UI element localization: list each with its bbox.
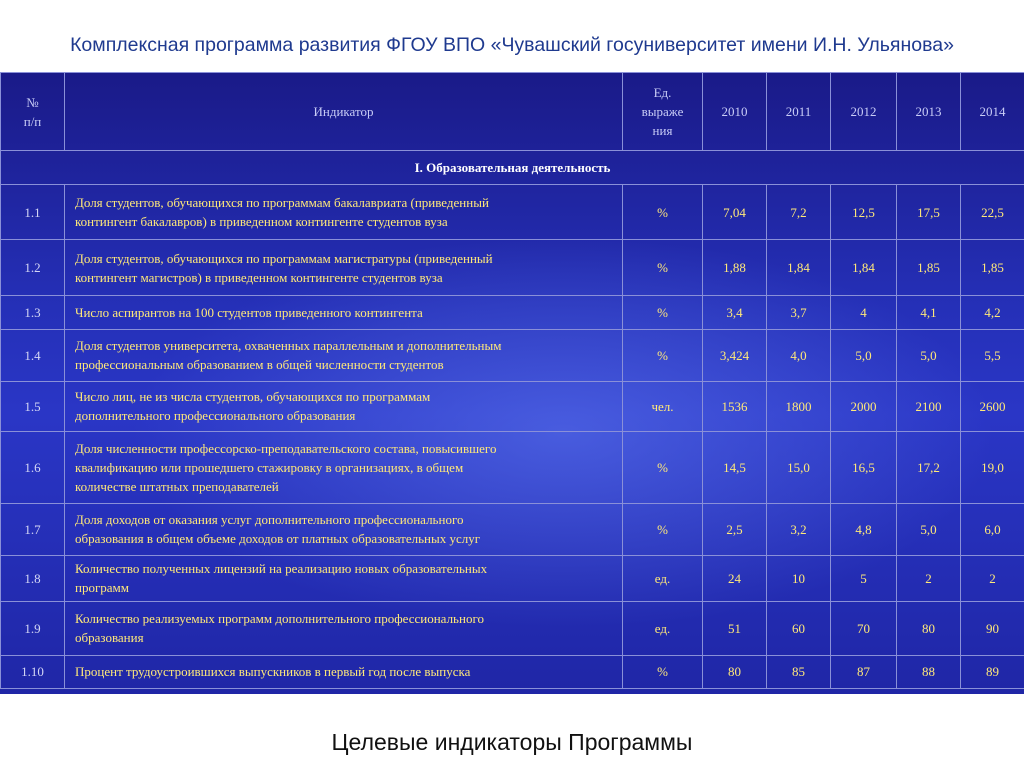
header-unit-line1: Ед.: [653, 85, 672, 100]
header-number-line2: п/п: [23, 113, 42, 129]
row-unit: %: [623, 504, 703, 555]
row-value-2012: 87: [831, 655, 897, 688]
row-value-2012: 16,5: [831, 431, 897, 504]
row-unit: ед.: [623, 555, 703, 601]
row-unit: ед.: [623, 602, 703, 655]
row-value-2013: 1,85: [897, 239, 961, 296]
row-value-2013: 2100: [897, 382, 961, 431]
table-row: [1, 382, 1024, 431]
row-value-2014: 19,0: [961, 431, 1024, 504]
indicators-table: [0, 72, 1024, 689]
table-row: [1, 431, 1024, 504]
header-indicator: Индикатор: [65, 73, 623, 151]
row-value-2011: 15,0: [767, 431, 831, 504]
row-indicator: [65, 504, 623, 555]
row-value-2014: 2: [961, 555, 1024, 601]
row-value-2011: 60: [767, 602, 831, 655]
row-indicator-line: контингент магистров) в приведенном контингенте студентов вуза: [75, 269, 443, 285]
row-indicator-line: профессиональным образованием в общей численности студентов: [75, 357, 444, 373]
header-number: [1, 73, 65, 151]
row-number: 1.2: [1, 239, 65, 296]
header-year-2011: 2011: [767, 73, 831, 151]
header-number-line1: №: [26, 94, 39, 110]
row-number: 1.9: [1, 602, 65, 655]
row-unit: чел.: [623, 382, 703, 431]
row-indicator: [65, 555, 623, 601]
row-indicator-line: дополнительного профессионального образования: [75, 408, 356, 424]
row-value-2011: 10: [767, 555, 831, 601]
row-value-2014: 5,5: [961, 329, 1024, 381]
row-indicator-line: квалификацию или прошедшего стажировку в организациях, в общем: [75, 459, 464, 475]
row-number: 1.5: [1, 382, 65, 431]
row-value-2011: 7,2: [767, 185, 831, 240]
row-value-2010: 24: [703, 555, 767, 601]
row-number: 1.8: [1, 555, 65, 601]
row-number: 1.7: [1, 504, 65, 555]
row-unit: %: [623, 296, 703, 329]
table-panel: [0, 72, 1024, 694]
row-value-2010: 7,04: [703, 185, 767, 240]
row-unit: %: [623, 431, 703, 504]
row-number: 1.3: [1, 296, 65, 329]
row-indicator: [65, 239, 623, 296]
row-unit: %: [623, 185, 703, 240]
row-indicator-line: контингент бакалавров) в приведенном контингенте студентов вуза: [75, 214, 448, 230]
row-unit: %: [623, 655, 703, 688]
table-row: [1, 329, 1024, 381]
row-value-2012: 4,8: [831, 504, 897, 555]
row-indicator-line: образования в общем объеме доходов от платных образовательных услуг: [75, 531, 481, 547]
row-value-2010: 80: [703, 655, 767, 688]
table-row: [1, 602, 1024, 655]
row-value-2012: 2000: [831, 382, 897, 431]
row-value-2014: 90: [961, 602, 1024, 655]
row-value-2013: 17,2: [897, 431, 961, 504]
header-year-2014: 2014: [961, 73, 1024, 151]
row-number: 1.1: [1, 185, 65, 240]
row-value-2013: 17,5: [897, 185, 961, 240]
row-indicator-line: образования: [75, 630, 144, 646]
row-indicator-line: количестве штатных преподавателей: [75, 478, 279, 494]
row-value-2013: 5,0: [897, 504, 961, 555]
row-value-2011: 85: [767, 655, 831, 688]
row-value-2010: 14,5: [703, 431, 767, 504]
header-unit-line3: ния: [652, 123, 673, 138]
row-indicator-line: Доля доходов от оказания услуг дополнительного профессионального: [75, 512, 464, 528]
row-unit: %: [623, 329, 703, 381]
row-value-2011: 3,7: [767, 296, 831, 329]
row-indicator-line: Количество реализуемых программ дополнительного профессионального: [75, 611, 484, 627]
table-row: [1, 555, 1024, 601]
row-value-2013: 2: [897, 555, 961, 601]
slide-title: Комплексная программа развития ФГОУ ВПО «Чувашский госуниверситет имени И.Н. Ульянова»: [70, 34, 954, 56]
row-value-2012: 70: [831, 602, 897, 655]
row-indicator-line: Доля студентов, обучающихся по программам магистратуры (приведенный: [75, 250, 493, 266]
row-indicator-line: Число аспирантов на 100 студентов приведенного контингента: [75, 304, 423, 320]
row-value-2012: 12,5: [831, 185, 897, 240]
bottom-caption: Целевые индикаторы Программы: [331, 729, 693, 755]
row-indicator: [65, 185, 623, 240]
row-value-2014: 22,5: [961, 185, 1024, 240]
row-indicator: [65, 602, 623, 655]
row-indicator: [65, 655, 623, 688]
row-value-2012: 5: [831, 555, 897, 601]
row-value-2010: 1536: [703, 382, 767, 431]
row-value-2011: 4,0: [767, 329, 831, 381]
row-indicator-line: Процент трудоустроившихся выпускников в первый год после выпуска: [75, 664, 471, 680]
row-number: 1.4: [1, 329, 65, 381]
row-value-2010: 2,5: [703, 504, 767, 555]
row-indicator-line: Доля студентов университета, охваченных параллельным и дополнительным: [75, 338, 502, 354]
row-value-2010: 51: [703, 602, 767, 655]
row-value-2014: 1,85: [961, 239, 1024, 296]
row-indicator-line: Число лиц, не из числа студентов, обучающихся по программам: [75, 389, 431, 405]
row-value-2013: 88: [897, 655, 961, 688]
row-value-2012: 1,84: [831, 239, 897, 296]
header-year-2013: 2013: [897, 73, 961, 151]
row-value-2013: 4,1: [897, 296, 961, 329]
row-value-2011: 1800: [767, 382, 831, 431]
row-indicator: [65, 296, 623, 329]
row-value-2013: 5,0: [897, 329, 961, 381]
row-value-2011: 3,2: [767, 504, 831, 555]
row-number: 1.10: [1, 655, 65, 688]
header-unit-line2: выраже: [641, 104, 684, 119]
table-row: [1, 185, 1024, 240]
table-row: [1, 504, 1024, 555]
table-row: [1, 239, 1024, 296]
row-value-2012: 5,0: [831, 329, 897, 381]
row-value-2010: 1,88: [703, 239, 767, 296]
row-value-2010: 3,4: [703, 296, 767, 329]
row-indicator: [65, 382, 623, 431]
row-value-2013: 80: [897, 602, 961, 655]
row-indicator-line: Доля студентов, обучающихся по программам бакалавриата (приведенный: [75, 195, 489, 211]
row-indicator-line: программ: [75, 580, 130, 596]
table-row: [1, 655, 1024, 688]
row-value-2012: 4: [831, 296, 897, 329]
row-value-2014: 2600: [961, 382, 1024, 431]
row-unit: %: [623, 239, 703, 296]
header-unit: [623, 73, 703, 151]
section-title: I. Образовательная деятельность: [1, 151, 1024, 185]
row-value-2011: 1,84: [767, 239, 831, 296]
row-number: 1.6: [1, 431, 65, 504]
row-value-2014: 89: [961, 655, 1024, 688]
table-row: [1, 296, 1024, 329]
row-value-2014: 6,0: [961, 504, 1024, 555]
header-year-2012: 2012: [831, 73, 897, 151]
row-value-2014: 4,2: [961, 296, 1024, 329]
row-indicator: [65, 329, 623, 381]
row-indicator-line: Количество полученных лицензий на реализацию новых образовательных: [75, 561, 488, 577]
table-header-row: [1, 73, 1024, 151]
row-value-2010: 3,424: [703, 329, 767, 381]
row-indicator-line: Доля численности профессорско-преподавательского состава, повысившего: [75, 440, 497, 456]
section-row: [1, 151, 1024, 185]
row-indicator: [65, 431, 623, 504]
header-year-2010: 2010: [703, 73, 767, 151]
